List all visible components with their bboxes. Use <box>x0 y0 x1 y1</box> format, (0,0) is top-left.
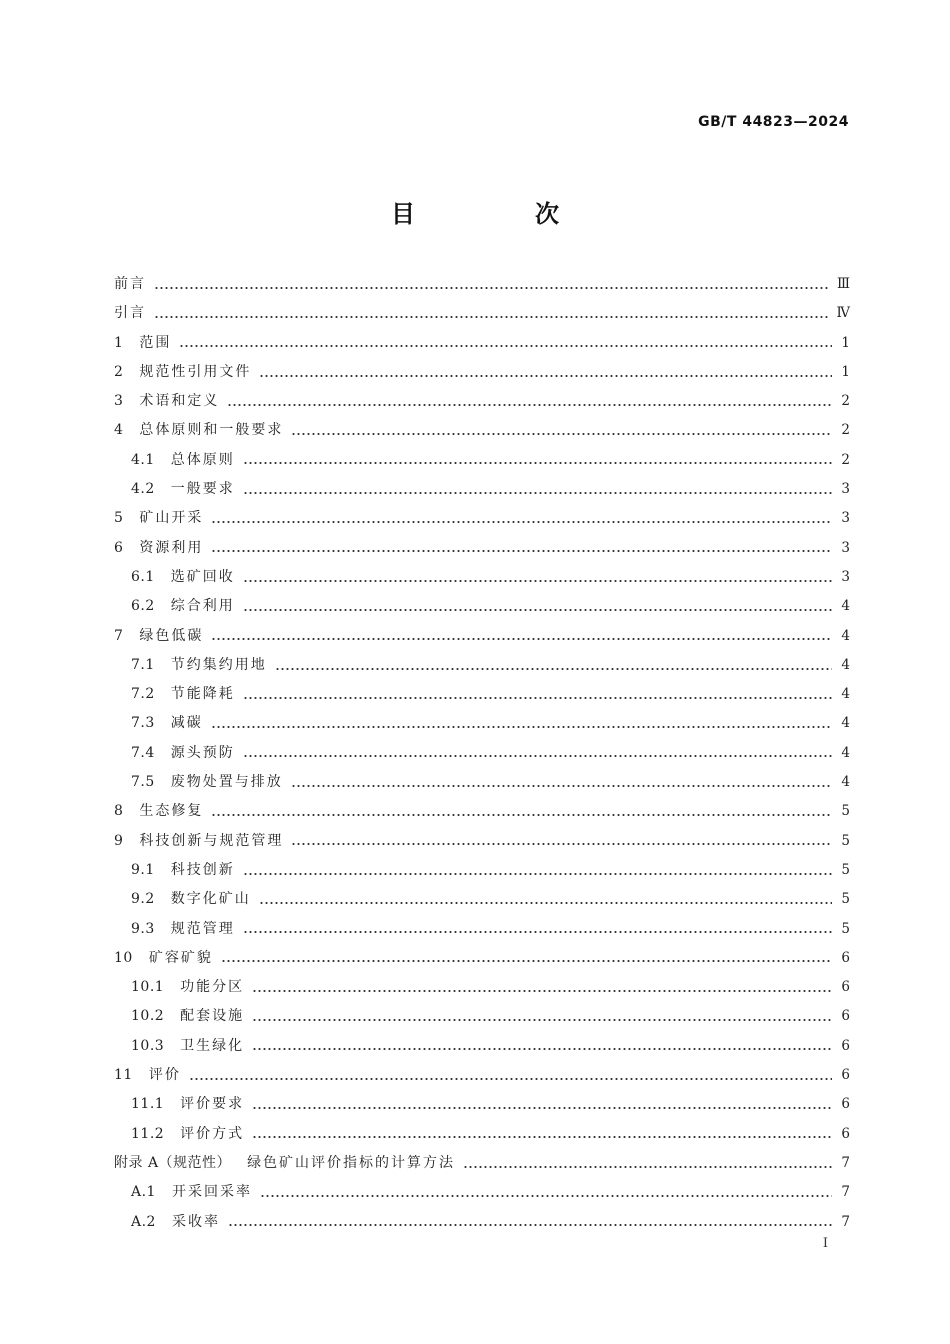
toc-entry-page: 5 <box>841 832 850 849</box>
toc-entry[interactable] <box>114 1208 850 1237</box>
toc-entry-label: 科技创新与规范管理 <box>139 832 284 849</box>
dot-leader <box>211 521 832 523</box>
dot-leader <box>243 697 832 699</box>
dot-leader <box>243 755 832 757</box>
toc-entry-label: 一般要求 <box>170 481 235 498</box>
toc-entry[interactable] <box>114 534 850 563</box>
toc-entry-page: 3 <box>841 568 850 585</box>
dot-leader <box>252 1019 832 1021</box>
toc-entry-page: 5 <box>841 803 850 820</box>
dot-leader <box>211 814 832 816</box>
toc-entry-number: 8 <box>114 803 124 820</box>
toc-entry[interactable] <box>114 651 850 680</box>
dot-leader <box>221 960 832 962</box>
toc-entry-page: 6 <box>841 949 850 966</box>
toc-entry-page: 6 <box>841 979 850 996</box>
toc-entry-page: 1 <box>841 363 850 380</box>
toc-entry[interactable] <box>114 416 850 445</box>
toc-entry[interactable] <box>114 1061 850 1090</box>
toc-entry-number: 7.3 <box>131 715 155 732</box>
toc-entry-page: 2 <box>841 451 850 468</box>
toc-entry-number: A.1 <box>131 1184 156 1201</box>
dot-leader <box>211 550 832 552</box>
toc-entry-number: 7 <box>114 627 124 644</box>
toc-entry-label: 规范管理 <box>170 920 235 937</box>
dot-leader <box>259 375 832 377</box>
dot-leader <box>228 1224 832 1226</box>
toc-entry-page: 2 <box>841 422 850 439</box>
toc-entry-label: 评价要求 <box>180 1096 245 1113</box>
toc-entry-label: 范围 <box>139 334 172 351</box>
toc-entry-number: 7.5 <box>131 774 155 791</box>
toc-entry-number: 1 <box>114 334 124 351</box>
toc-entry-label: 矿容矿貌 <box>148 949 213 966</box>
toc-entry-page: 7 <box>841 1213 850 1230</box>
dot-leader <box>291 433 832 435</box>
dot-leader <box>154 287 829 289</box>
toc-entry-page: 3 <box>841 510 850 527</box>
toc-entry-page: 6 <box>841 1096 850 1113</box>
toc-entry[interactable] <box>114 1120 850 1149</box>
toc-entry-number: A.2 <box>131 1213 156 1230</box>
toc-entry[interactable] <box>114 563 850 592</box>
toc-entry-number: 6 <box>114 539 124 556</box>
toc-entry-page: 3 <box>841 481 850 498</box>
toc-entry-label: 数字化矿山 <box>170 891 251 908</box>
toc-entry-label: 总体原则和一般要求 <box>139 422 284 439</box>
toc-entry-page: 6 <box>841 1125 850 1142</box>
toc-entry-number: 4 <box>114 422 124 439</box>
dot-leader <box>252 1136 832 1138</box>
toc-entry[interactable] <box>114 270 850 299</box>
toc-entry[interactable] <box>114 387 850 416</box>
toc-entry[interactable] <box>114 709 850 738</box>
toc-entry-number: 11 <box>114 1067 133 1084</box>
toc-entry[interactable] <box>114 739 850 768</box>
toc-entry[interactable] <box>114 592 850 621</box>
toc-entry-label: 评价方式 <box>180 1125 245 1142</box>
dot-leader <box>243 873 832 875</box>
toc-entry-label: 矿山开采 <box>139 510 204 527</box>
toc-entry-page: 7 <box>841 1154 850 1171</box>
toc-entry[interactable] <box>114 680 850 709</box>
toc-entry-number: 附录 A（规范性） <box>114 1154 232 1171</box>
toc-entry[interactable] <box>114 797 850 826</box>
toc-entry-page: 5 <box>841 920 850 937</box>
toc-entry-number: 10.1 <box>131 979 165 996</box>
toc-entry-number: 5 <box>114 510 124 527</box>
toc-entry-page: 5 <box>841 861 850 878</box>
toc-entry-page: 5 <box>841 891 850 908</box>
dot-leader <box>243 462 832 464</box>
toc-entry[interactable] <box>114 827 850 856</box>
page-number: I <box>822 1236 828 1251</box>
toc-entry-page: 6 <box>841 1037 850 1054</box>
toc-entry-label: 总体原则 <box>170 451 235 468</box>
toc-entry-number: 11.1 <box>131 1096 165 1113</box>
standard-code: GB/T 44823—2024 <box>698 114 849 130</box>
dot-leader <box>463 1166 832 1168</box>
toc-entry-page: 6 <box>841 1067 850 1084</box>
toc-entry-number: 9.1 <box>131 861 155 878</box>
toc-entry-number: 7.4 <box>131 744 155 761</box>
toc-entry[interactable] <box>114 1090 850 1119</box>
table-of-contents <box>114 270 850 1237</box>
toc-entry-number: 9.2 <box>131 891 155 908</box>
dot-leader <box>179 345 832 347</box>
dot-leader <box>291 843 832 845</box>
toc-entry-page: 4 <box>841 656 850 673</box>
toc-entry[interactable] <box>114 299 850 328</box>
toc-entry-label: 引言 <box>114 305 146 322</box>
toc-entry-number: 9.3 <box>131 920 155 937</box>
toc-entry-page: Ⅳ <box>836 305 850 322</box>
toc-entry[interactable] <box>114 1002 850 1031</box>
dot-leader <box>259 902 832 904</box>
dot-leader <box>211 638 832 640</box>
toc-entry[interactable] <box>114 475 850 504</box>
toc-entry[interactable] <box>114 329 850 358</box>
toc-entry-page: 4 <box>841 774 850 791</box>
dot-leader <box>260 1195 832 1197</box>
toc-entry-number: 10 <box>114 949 133 966</box>
page-title: 目 次 <box>391 199 607 228</box>
toc-entry-label: 功能分区 <box>180 979 245 996</box>
dot-leader <box>189 1078 832 1080</box>
toc-entry[interactable] <box>114 973 850 1002</box>
toc-entry-page: 1 <box>841 334 850 351</box>
toc-entry-label: 规范性引用文件 <box>139 363 252 380</box>
toc-entry-number: 2 <box>114 363 124 380</box>
toc-entry[interactable] <box>114 622 850 651</box>
toc-entry-page: 2 <box>841 393 850 410</box>
toc-entry-label: 科技创新 <box>170 861 235 878</box>
toc-entry-label: 前言 <box>114 276 146 292</box>
toc-entry-page: 4 <box>841 627 850 644</box>
toc-entry-page: 3 <box>841 539 850 556</box>
toc-entry-number: 10.2 <box>131 1008 165 1025</box>
dot-leader <box>252 1048 832 1050</box>
toc-entry[interactable] <box>114 1178 850 1207</box>
dot-leader <box>227 404 832 406</box>
toc-entry-label: 减碳 <box>170 715 203 732</box>
toc-entry-label: 综合利用 <box>170 598 235 615</box>
toc-entry-label: 节能降耗 <box>170 686 235 703</box>
toc-entry-label: 废物处置与排放 <box>170 774 283 791</box>
toc-entry-number: 9 <box>114 832 124 849</box>
toc-entry-label: 开采回采率 <box>171 1184 252 1201</box>
toc-entry-page: 4 <box>841 715 850 732</box>
dot-leader <box>154 316 829 318</box>
toc-entry[interactable] <box>114 446 850 475</box>
toc-entry-page: 4 <box>841 686 850 703</box>
toc-entry-label: 绿色低碳 <box>139 627 204 644</box>
toc-entry-label: 绿色矿山评价指标的计算方法 <box>247 1154 456 1171</box>
toc-entry-number: 6.1 <box>131 568 155 585</box>
dot-leader <box>291 785 832 787</box>
dot-leader <box>243 931 832 933</box>
toc-entry-label: 术语和定义 <box>139 393 220 410</box>
toc-entry-number: 3 <box>114 393 124 410</box>
dot-leader <box>243 492 832 494</box>
toc-entry-page: 4 <box>841 598 850 615</box>
toc-entry-page: 4 <box>841 744 850 761</box>
toc-entry-label: 卫生绿化 <box>180 1037 245 1054</box>
dot-leader <box>211 726 832 728</box>
toc-entry-number: 7.1 <box>131 656 155 673</box>
toc-entry-label: 评价 <box>148 1067 181 1084</box>
toc-entry-number: 4.2 <box>131 481 155 498</box>
dot-leader <box>252 990 832 992</box>
toc-entry[interactable] <box>114 1149 850 1178</box>
toc-entry-label: 生态修复 <box>139 803 204 820</box>
toc-entry[interactable] <box>114 504 850 533</box>
toc-entry[interactable] <box>114 768 850 797</box>
toc-entry[interactable] <box>114 358 850 387</box>
toc-entry[interactable] <box>114 856 850 885</box>
toc-entry-page: 6 <box>841 1008 850 1025</box>
toc-entry[interactable] <box>114 1032 850 1061</box>
toc-entry[interactable] <box>114 885 850 914</box>
toc-entry-number: 4.1 <box>131 451 155 468</box>
toc-entry-label: 选矿回收 <box>170 568 235 585</box>
dot-leader <box>243 609 832 611</box>
toc-entry-page: Ⅲ <box>836 276 850 292</box>
toc-entry-number: 7.2 <box>131 686 155 703</box>
toc-entry-number: 10.3 <box>131 1037 165 1054</box>
toc-entry-label: 节约集约用地 <box>170 656 267 673</box>
toc-entry-number: 11.2 <box>131 1125 165 1142</box>
toc-entry[interactable] <box>114 915 850 944</box>
dot-leader <box>243 580 832 582</box>
toc-entry-label: 资源利用 <box>139 539 204 556</box>
toc-entry-number: 6.2 <box>131 598 155 615</box>
toc-entry[interactable] <box>114 944 850 973</box>
toc-entry-label: 源头预防 <box>170 744 235 761</box>
toc-entry-label: 配套设施 <box>180 1008 245 1025</box>
dot-leader <box>275 668 832 670</box>
dot-leader <box>252 1107 832 1109</box>
toc-entry-page: 7 <box>841 1184 850 1201</box>
toc-entry-label: 采收率 <box>171 1213 220 1230</box>
